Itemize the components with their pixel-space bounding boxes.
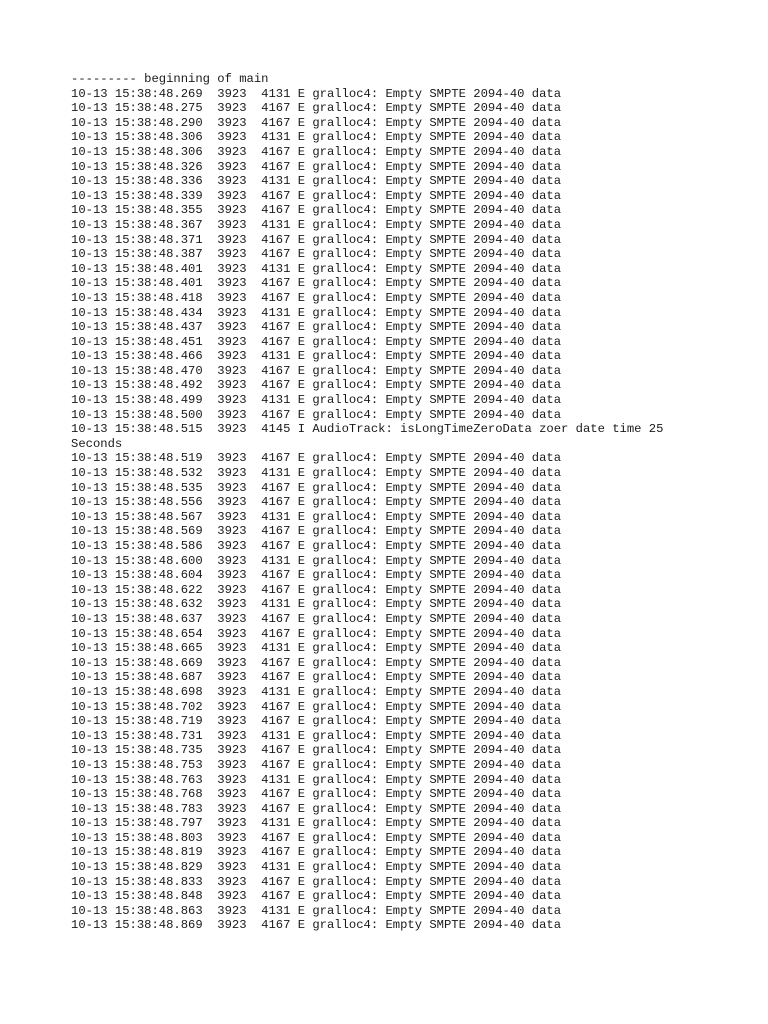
- log-line: 10-13 15:38:48.848 3923 4167 E gralloc4: Empty SMPTE 2094-40 data: [71, 889, 562, 904]
- log-line: 10-13 15:38:48.336 3923 4131 E gralloc4: Empty SMPTE 2094-40 data: [71, 174, 562, 189]
- log-line: 10-13 15:38:48.500 3923 4167 E gralloc4: Empty SMPTE 2094-40 data: [71, 407, 562, 422]
- log-line: 10-13 15:38:48.437 3923 4167 E gralloc4: Empty SMPTE 2094-40 data: [71, 320, 562, 335]
- log-line: 10-13 15:38:48.783 3923 4167 E gralloc4: Empty SMPTE 2094-40 data: [71, 801, 562, 816]
- log-line: 10-13 15:38:48.556 3923 4167 E gralloc4: Empty SMPTE 2094-40 data: [71, 495, 562, 510]
- log-line: 10-13 15:38:48.702 3923 4167 E gralloc4: Empty SMPTE 2094-40 data: [71, 699, 562, 714]
- log-line: 10-13 15:38:48.519 3923 4167 E gralloc4: Empty SMPTE 2094-40 data: [71, 451, 562, 466]
- log-line: 10-13 15:38:48.569 3923 4167 E gralloc4: Empty SMPTE 2094-40 data: [71, 524, 562, 539]
- log-line: 10-13 15:38:48.371 3923 4167 E gralloc4: Empty SMPTE 2094-40 data: [71, 232, 562, 247]
- log-line: 10-13 15:38:48.803 3923 4167 E gralloc4: Empty SMPTE 2094-40 data: [71, 830, 562, 845]
- log-line: 10-13 15:38:48.669 3923 4167 E gralloc4: Empty SMPTE 2094-40 data: [71, 655, 562, 670]
- log-document: [71, 72, 731, 933]
- log-line: 10-13 15:38:48.600 3923 4131 E gralloc4: Empty SMPTE 2094-40 data: [71, 553, 562, 568]
- log-line: 10-13 15:38:48.326 3923 4167 E gralloc4: Empty SMPTE 2094-40 data: [71, 159, 562, 174]
- log-line: 10-13 15:38:48.698 3923 4131 E gralloc4: Empty SMPTE 2094-40 data: [71, 684, 562, 699]
- log-line: 10-13 15:38:48.535 3923 4167 E gralloc4: Empty SMPTE 2094-40 data: [71, 480, 562, 495]
- log-line: 10-13 15:38:48.637 3923 4167 E gralloc4: Empty SMPTE 2094-40 data: [71, 611, 562, 626]
- log-line: 10-13 15:38:48.306 3923 4131 E gralloc4: Empty SMPTE 2094-40 data: [71, 130, 562, 145]
- log-line: 10-13 15:38:48.731 3923 4131 E gralloc4: Empty SMPTE 2094-40 data: [71, 728, 562, 743]
- log-line: 10-13 15:38:48.753 3923 4167 E gralloc4: Empty SMPTE 2094-40 data: [71, 757, 562, 772]
- log-line: 10-13 15:38:48.367 3923 4131 E gralloc4: Empty SMPTE 2094-40 data: [71, 217, 562, 232]
- log-line: 10-13 15:38:48.401 3923 4167 E gralloc4: Empty SMPTE 2094-40 data: [71, 276, 562, 291]
- log-line: 10-13 15:38:48.632 3923 4131 E gralloc4: Empty SMPTE 2094-40 data: [71, 597, 562, 612]
- log-line: 10-13 15:38:48.515 3923 4145 I AudioTrack: isLongTimeZeroData zoer date time 25: [71, 422, 664, 437]
- log-line: 10-13 15:38:48.797 3923 4131 E gralloc4: Empty SMPTE 2094-40 data: [71, 816, 562, 831]
- log-line: 10-13 15:38:48.492 3923 4167 E gralloc4: Empty SMPTE 2094-40 data: [71, 378, 562, 393]
- log-line: Seconds: [71, 436, 123, 451]
- log-line: 10-13 15:38:48.470 3923 4167 E gralloc4: Empty SMPTE 2094-40 data: [71, 363, 562, 378]
- log-line: 10-13 15:38:48.466 3923 4131 E gralloc4: Empty SMPTE 2094-40 data: [71, 349, 562, 364]
- log-line: 10-13 15:38:48.355 3923 4167 E gralloc4: Empty SMPTE 2094-40 data: [71, 203, 562, 218]
- log-line: 10-13 15:38:48.604 3923 4167 E gralloc4: Empty SMPTE 2094-40 data: [71, 568, 562, 583]
- log-line: 10-13 15:38:48.339 3923 4167 E gralloc4: Empty SMPTE 2094-40 data: [71, 188, 562, 203]
- log-line: 10-13 15:38:48.687 3923 4167 E gralloc4: Empty SMPTE 2094-40 data: [71, 670, 562, 685]
- log-line: 10-13 15:38:48.275 3923 4167 E gralloc4: Empty SMPTE 2094-40 data: [71, 101, 562, 116]
- log-line: 10-13 15:38:48.567 3923 4131 E gralloc4: Empty SMPTE 2094-40 data: [71, 509, 562, 524]
- log-line: 10-13 15:38:48.719 3923 4167 E gralloc4: Empty SMPTE 2094-40 data: [71, 714, 562, 729]
- log-line: 10-13 15:38:48.768 3923 4167 E gralloc4: Empty SMPTE 2094-40 data: [71, 787, 562, 802]
- log-line: 10-13 15:38:48.763 3923 4131 E gralloc4: Empty SMPTE 2094-40 data: [71, 772, 562, 787]
- log-line: 10-13 15:38:48.586 3923 4167 E gralloc4: Empty SMPTE 2094-40 data: [71, 539, 562, 553]
- log-line: 10-13 15:38:48.306 3923 4167 E gralloc4: Empty SMPTE 2094-40 data: [71, 144, 562, 159]
- log-line: 10-13 15:38:48.829 3923 4131 E gralloc4: Empty SMPTE 2094-40 data: [71, 860, 562, 875]
- log-line: 10-13 15:38:48.418 3923 4167 E gralloc4: Empty SMPTE 2094-40 data: [71, 290, 562, 305]
- log-line: 10-13 15:38:48.869 3923 4167 E gralloc4: Empty SMPTE 2094-40 data: [71, 918, 562, 933]
- log-line: 10-13 15:38:48.863 3923 4131 E gralloc4: Empty SMPTE 2094-40 data: [71, 903, 562, 918]
- log-line: 10-13 15:38:48.833 3923 4167 E gralloc4: Empty SMPTE 2094-40 data: [71, 874, 562, 889]
- log-line: 10-13 15:38:48.665 3923 4131 E gralloc4: Empty SMPTE 2094-40 data: [71, 641, 562, 656]
- log-line: 10-13 15:38:48.532 3923 4131 E gralloc4: Empty SMPTE 2094-40 data: [71, 466, 562, 481]
- log-line: 10-13 15:38:48.819 3923 4167 E gralloc4: Empty SMPTE 2094-40 data: [71, 845, 562, 860]
- log-header: --------- beginning of main: [71, 72, 269, 86]
- log-line: 10-13 15:38:48.434 3923 4131 E gralloc4: Empty SMPTE 2094-40 data: [71, 305, 562, 320]
- log-lines: [71, 87, 731, 933]
- log-line: 10-13 15:38:48.269 3923 4131 E gralloc4: Empty SMPTE 2094-40 data: [71, 86, 562, 101]
- log-line: 10-13 15:38:48.499 3923 4131 E gralloc4: Empty SMPTE 2094-40 data: [71, 393, 562, 408]
- log-line: 10-13 15:38:48.622 3923 4167 E gralloc4: Empty SMPTE 2094-40 data: [71, 582, 562, 597]
- log-line: 10-13 15:38:48.451 3923 4167 E gralloc4: Empty SMPTE 2094-40 data: [71, 334, 562, 349]
- log-line: 10-13 15:38:48.290 3923 4167 E gralloc4: Empty SMPTE 2094-40 data: [71, 115, 562, 130]
- log-line: 10-13 15:38:48.387 3923 4167 E gralloc4: Empty SMPTE 2094-40 data: [71, 247, 562, 262]
- log-line: 10-13 15:38:48.735 3923 4167 E gralloc4: Empty SMPTE 2094-40 data: [71, 743, 562, 758]
- log-line: 10-13 15:38:48.401 3923 4131 E gralloc4: Empty SMPTE 2094-40 data: [71, 261, 562, 276]
- log-line: 10-13 15:38:48.654 3923 4167 E gralloc4: Empty SMPTE 2094-40 data: [71, 626, 562, 641]
